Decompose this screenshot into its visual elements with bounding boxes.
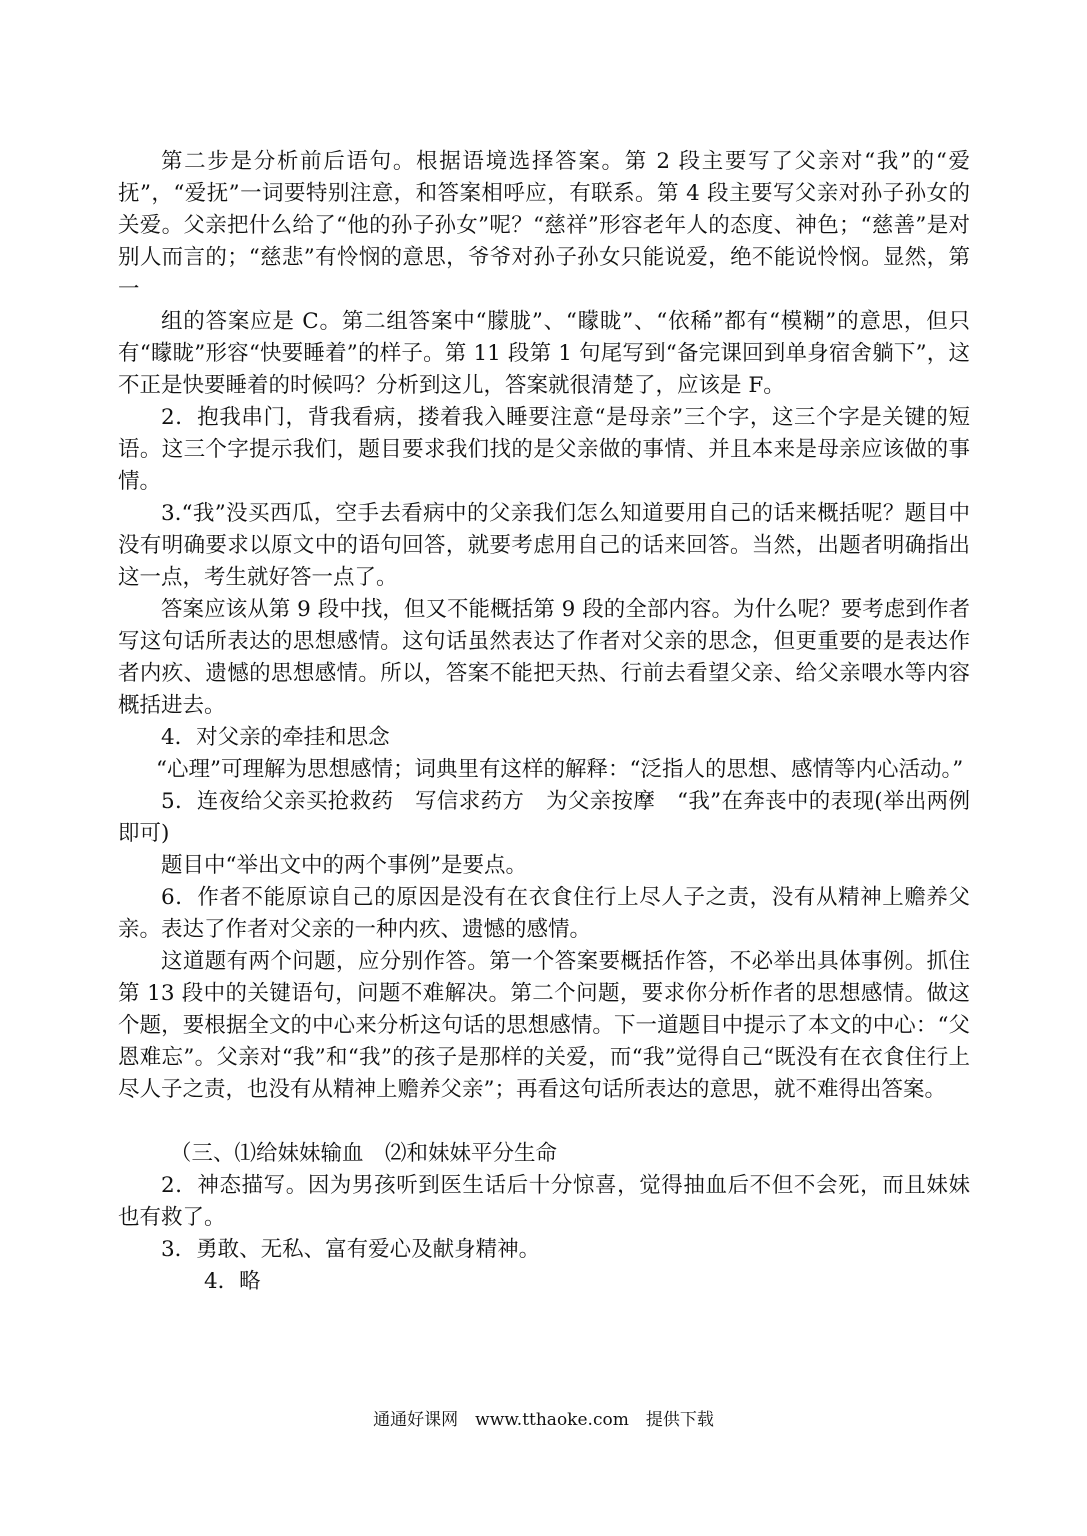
paragraph-section-three-answer-1: （三、⑴给妹妹输血 ⑵和妹妹平分生命: [170, 1141, 558, 1166]
paragraph-section-three-answer-3: 3．勇敢、无私、富有爱心及献身精神。: [161, 1237, 541, 1262]
paragraph-answer-4: 4．对父亲的牵挂和思念: [161, 725, 390, 750]
paragraph-step-two: 第二步是分析前后语句。根据语境选择答案。第 2 段主要写了父亲对“我”的“爱抚”，“爱抚”一词要特别注意，和答案相呼应，有联系。第 4 段主要写父亲对孙子孙女的关爱。父亲把什么给了“他的孙子孙女”呢？“慈祥”形容老年人的态度、神色；“慈善”是对别人而言的；“慈悲”有怜悯的意思，爷爷对孙子孙女只能说爱，绝不能说怜悯。显然，第一: [118, 149, 970, 302]
paragraph-answer-5-explanation: 题目中“举出文中的两个事例”是要点。: [161, 853, 527, 878]
paragraph-section-three-answer-4: 4．略: [204, 1269, 261, 1294]
paragraph-answer-6-explanation: 这道题有两个问题，应分别作答。第一个答案要概括作答，不必举出具体事例。抓住第 13 段中的关键语句，问题不难解决。第二个问题，要求你分析作者的思想感情。做这个题，要根据全文的中心来分析这句话的思想感情。下一道题目中提示了本文的中心：“父恩难忘”。父亲对“我”和“我”的孩子是那样的关爱，而“我”觉得自己“既没有在衣食住行上尽人子之责，也没有从精神上赡养父亲”；再看这句话所表达的意思，就不难得出答案。: [118, 949, 970, 1102]
paragraph-answer-3-explanation: 答案应该从第 9 段中找，但又不能概括第 9 段的全部内容。为什么呢？要考虑到作者写这句话所表达的思想感情。这句话虽然表达了作者对父亲的思念，但更重要的是表达作者内疚、遗憾的思想感情。所以，答案不能把天热、行前去看望父亲、给父亲喂水等内容概括进去。: [118, 597, 970, 718]
paragraph-answer-2: 2．抱我串门，背我看病，搂着我入睡要注意“是母亲”三个字，这三个字是关键的短语。这三个字提示我们，题目要求我们找的是父亲做的事情、并且本来是母亲应该做的事情。: [118, 405, 970, 494]
paragraph-section-three-answer-2: 2．神态描写。因为男孩听到医生话后十分惊喜，觉得抽血后不但不会死，而且妹妹也有救了。: [118, 1173, 970, 1230]
document-body: [118, 146, 970, 1298]
paragraph-answer-4-explanation: “心理”可理解为思想感情；词典里有这样的解释：“泛指人的思想、感情等内心活动。”: [156, 757, 964, 782]
page-footer: 通通好课网 www.tthaoke.com 提供下载: [373, 1410, 714, 1430]
paragraph-answer-3: 3.“我”没买西瓜，空手去看病中的父亲我们怎么知道要用自己的话来概括呢？题目中没有明确要求以原文中的语句回答，就要考虑用自己的话来回答。当然，出题者明确指出这一点，考生就好答一点了。: [118, 501, 970, 590]
paragraph-answer-5: 5．连夜给父亲买抢救药 写信求药方 为父亲按摩 “我”在奔丧中的表现(举出两例即可): [118, 789, 970, 846]
paragraph-answer-group: 组的答案应是 C。第二组答案中“朦胧”、“矇眬”、“依稀”都有“模糊”的意思，但只有“矇眬”形容“快要睡着”的样子。第 11 段第 1 句尾写到“备完课回到单身宿舍躺下”，这不正是快要睡着的时候吗？分析到这儿，答案就很清楚了，应该是 F。: [118, 309, 970, 398]
paragraph-answer-6: 6．作者不能原谅自己的原因是没有在衣食住行上尽人子之责，没有从精神上赡养父亲。表达了作者对父亲的一种内疚、遗憾的感情。: [118, 885, 970, 942]
section-gap: [118, 1106, 970, 1138]
